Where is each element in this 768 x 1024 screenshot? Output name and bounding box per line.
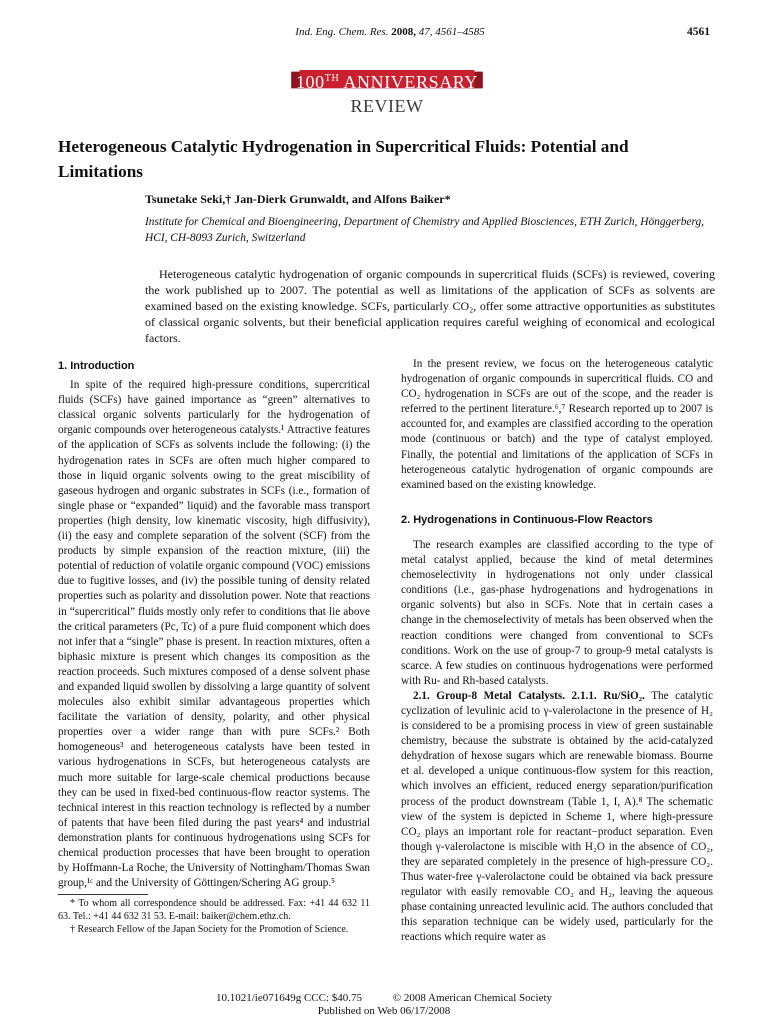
scope-paragraph: In the present review, we focus on the heterogeneous catalytic hydrogenation of organic compounds in supercritical fluids. CO and CO₂ hydrogenation in SCFs are out of the scope, and the reader is referred to the pertinent literature.⁶,⁷ Research reported up to 2007 is accounted for, and examples are classified according to the operation mode (continuous or batch) and the type of catalyst employed. Finally, the potential and limitations of the application of SCFs in heterogeneous catalytic hydrogenation of organic compounds are examined based on the existing knowledge.	[401, 358, 713, 491]
footnote-divider	[58, 894, 148, 895]
anniversary-label	[272, 69, 502, 92]
introduction-paragraph: In spite of the required high-pressure conditions, supercritical fluids (SCFs) have gained importance as “green” alternatives to classical organic solvents particularly for the hydrogenation of organic compounds over heterogeneous catalysts.¹ Attractive features of the application of SCFs as solvents include the following: (i) the hydrogenation rates in SCFs are often much higher compared to those in liquid organic solvents owing to the great miscibility of gaseous hydrogen and organic substrates in SCFs (i.e., formation of single phase or “expanded” liquid) and the favorable mass transport properties (high density, low kinematic viscosity, high diffusivity), (ii) the easy and complete separation of the solvent (SCF) from the products by simple expansion of the reaction mixture, (iii) the potential of reduction of volatile organic compound (VOC) emissions due to fugitive losses, and (iv) the possible tuning of density related properties such as polarity and dissolution power. Note that reactions in “supercritical” fluids mostly only refer to conditions that lie above the critical parameters (Pc, Tc) of a pure fluid component which does not infer that a “single” phase is present. In reaction mixtures, often a biphasic mixture is present which changes its composition as the reaction proceeds. Such mixtures composed of a dense solvent phase and expanded liquid swollen by dissolving a large quantity of solvent molecules also exhibit similar advantageous properties which facilitate the variation of density, polarity, and other physical properties over a wider range than with pure SCFs.² Both homogeneous³ and heterogeneous catalysts have been tested in various hydrogenations in SCFs, but heterogeneous catalysts are much more suitable for large-scale chemical productions because they can be used in fixed-bed continuous-flow reactor systems. The technical interest in this reaction technology is reflected by a number of patents that have been filed during the past years⁴ and industrial demonstration plants for continuous hydrogenations using SCFs for chemical production processes that have been brought to operation by Hoffmann-La Roche, the University of Nottingham/Thomas Swan group,¹ᶜ and the University of Göttingen/Schering AG group.⁵	[58, 379, 370, 890]
page-footer	[0, 992, 768, 1017]
journal-year: 2008,	[391, 26, 416, 38]
doi-text: 10.1021/ie071649g CCC: $40.75	[215, 992, 363, 1004]
article-title: Heterogeneous Catalytic Hydrogenation in Supercritical Fluids: Potential and Limitations	[58, 137, 629, 181]
author-list: Tsunetake Seki,† Jan-Dierk Grunwaldt, and Alfons Baiker*	[145, 192, 451, 206]
abstract: Heterogeneous catalytic hydrogenation of organic compounds in supercritical fluids (SCFs) is reviewed, covering the work published up to 2007. The potential as well as limitations of the application of SCFs as solvents are examined based on the existing knowledge. SCFs, particularly CO₂, offer some attractive opportunities as substitutes of classical organic solvents, but their beneficial application requires careful weighing of economical and ecological factors.	[145, 267, 715, 345]
left-column	[58, 359, 370, 936]
section-heading-continuous-flow: 2. Hydrogenations in Continuous-Flow Reactors	[401, 513, 653, 526]
anniversary-number: 100	[295, 72, 325, 92]
journal-name: Ind. Eng. Chem. Res.	[295, 26, 389, 38]
journal-pages: 47, 4561–4585	[418, 26, 485, 38]
publication-date: Published on Web 06/17/2008	[317, 1005, 451, 1017]
section-heading-introduction: 1. Introduction	[58, 360, 135, 372]
review-label: REVIEW	[350, 96, 424, 116]
right-column	[401, 357, 713, 945]
anniversary-banner	[272, 66, 502, 122]
classification-paragraph: The research examples are classified according to the type of metal catalyst applied, because the kind of metal determines chemoselectivity in hydrogenations not only under classical conditions (i.e., gas-phase hydrogenations and hydrogenations in organic solvents) but also in SCFs. Note that in certain cases a change in the chemoselectivity of metals has been observed when the reaction conditions were changed from conventional to SCFs conditions. Work on the use of group-7 to group-9 metal catalysts is scarce. A few studies on continuous hydrogenations were performed with Ru- and Rh-based catalysts.	[401, 538, 713, 687]
affiliation: Institute for Chemical and Bioengineering, Department of Chemistry and Applied Biosciences, ETH Zurich, Hönggerberg, HCI, CH-8093 Zurich, Switzerland	[145, 216, 705, 244]
anniversary-suffix: TH	[324, 73, 340, 84]
copyright-text: © 2008 American Chemical Society	[392, 992, 553, 1004]
page-number: 4561	[687, 26, 710, 38]
ru-sio2-text: The catalytic cyclization of levulinic acid to γ-valerolactone in the presence of H₂ is considered to be a promising process in view of green sustainable chemistry, because the substrate is obtained by the acid-catalyzed dehydration of hexose sugars which are renewable biomass. Bourne et al. developed a unique continuous-flow system for this reaction, which involves an efficient, reduced energy separation/purification process of the product downstream (Table 1, I, A).⁸ The schematic view of the system is depicted in Scheme 1, where high-pressure CO₂ plays an important role for reactant−product separation. Even though γ-valerolactone is miscible with H₂O in the absence of CO₂, they are separated completely in the presence of high-pressure CO₂. Thus water-free γ-valerolactone could be obtained via back pressure regulator with easily removable CO₂ and H₂, leaving the aqueous phase containing unreacted levulinic acid. The authors concluded that this separation technique can be widely used, particularly for the reactions which require water as	[401, 689, 713, 944]
subsection-heading-ru-sio2: 2.1. Group-8 Metal Catalysts. 2.1.1. Ru/SiO₂.	[413, 689, 645, 702]
running-head	[0, 26, 768, 42]
anniversary-word: ANNIVERSARY	[343, 72, 479, 92]
fellowship-footnote: † Research Fellow of the Japan Society for the Promotion of Science.	[70, 924, 349, 936]
ru-sio2-paragraph	[401, 689, 713, 946]
journal-citation	[240, 26, 540, 38]
correspondence-footnote: * To whom all correspondence should be addressed. Fax: +41 44 632 11 63. Tel.: +41 44 632 31 53. E-mail: baiker@chem.ethz.ch.	[58, 898, 370, 923]
